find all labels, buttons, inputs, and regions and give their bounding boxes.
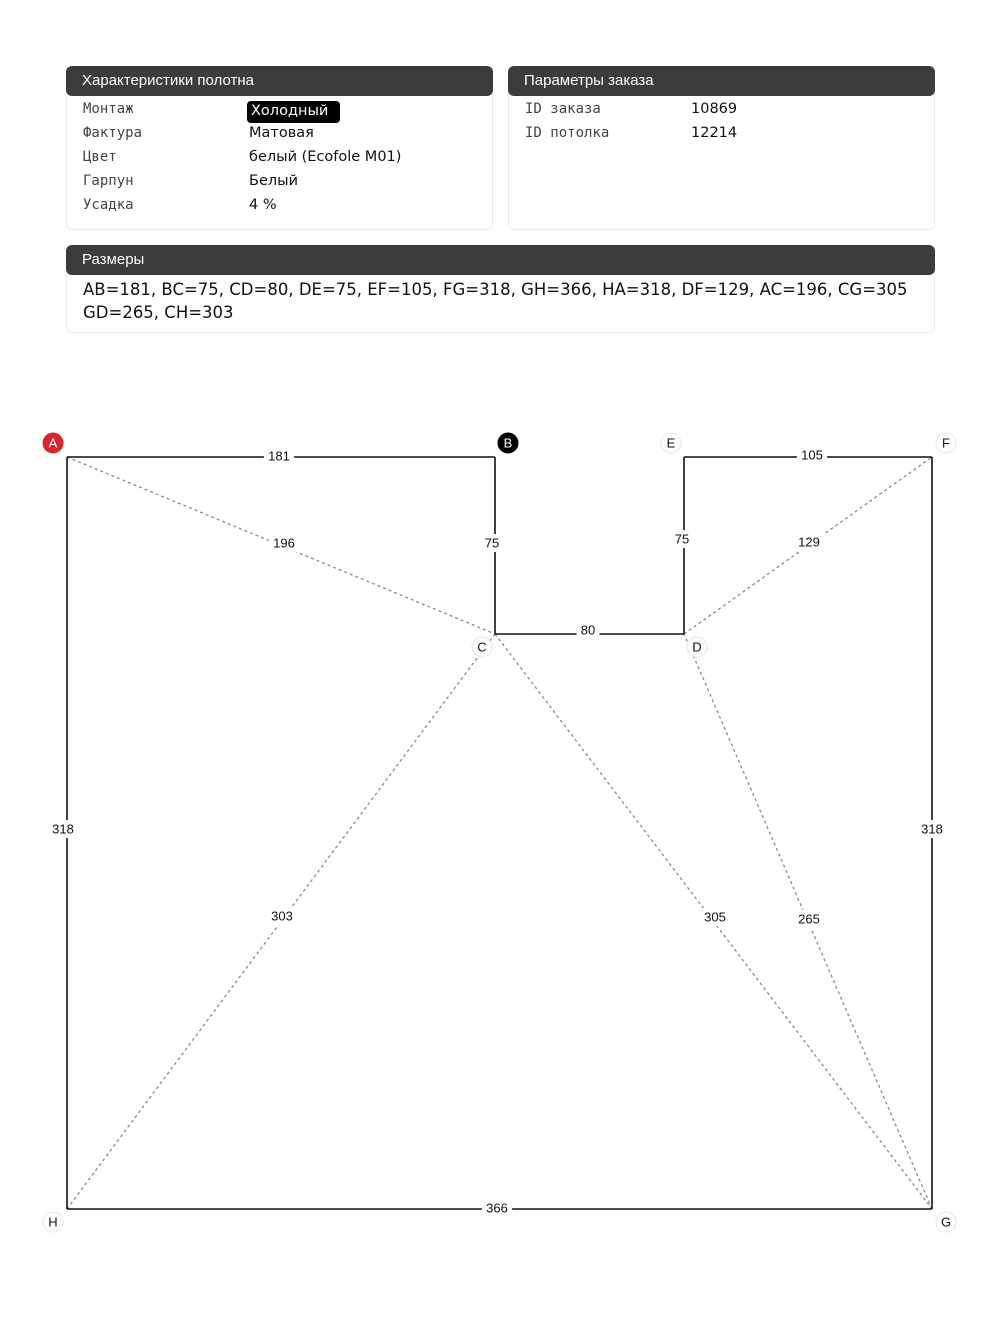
- property-label-texture: Фактура: [83, 125, 143, 141]
- sizes-line-2: GD=265, CH=303: [83, 303, 234, 322]
- dimension-label-fg: 318: [921, 821, 943, 837]
- dimension-label-cg: 305: [704, 909, 726, 925]
- property-label-color: Цвет: [83, 149, 117, 165]
- ceiling-id-value: 12214: [691, 125, 738, 141]
- dimension-label-ef: 105: [801, 447, 823, 463]
- vertex-e: [661, 433, 681, 453]
- ceiling-id-label: ID потолка: [525, 125, 610, 141]
- property-label-mounting: Монтаж: [83, 101, 134, 117]
- sizes-title: Размеры: [66, 245, 935, 275]
- vertex-label-e: E: [666, 435, 676, 451]
- property-value-harpoon: Белый: [249, 173, 299, 189]
- vertex-h: [43, 1212, 63, 1232]
- vertex-c: [472, 637, 492, 657]
- property-value-texture: Матовая: [249, 125, 314, 141]
- vertex-label-c: C: [477, 639, 487, 655]
- vertex-b: [498, 433, 518, 453]
- vertex-d: [687, 637, 707, 657]
- vertex-label-g: G: [940, 1214, 952, 1230]
- property-value-color: белый (Ecofole M01): [249, 149, 402, 165]
- dimension-label-de: 75: [674, 531, 690, 547]
- property-label-harpoon: Гарпун: [83, 173, 134, 189]
- vertex-g: [936, 1212, 956, 1232]
- dimension-label-df: 129: [798, 534, 820, 550]
- order-parameters-title: Параметры заказа: [508, 66, 935, 96]
- order-id-label: ID заказа: [525, 101, 601, 117]
- dimension-label-cd: 80: [580, 622, 596, 638]
- canvas-characteristics-title: Характеристики полотна: [66, 66, 493, 96]
- dimension-label-gh: 366: [486, 1200, 508, 1216]
- mounting-badge: Холодный: [247, 101, 340, 123]
- dimension-label-bc: 75: [484, 535, 500, 551]
- vertex-label-f: F: [942, 435, 950, 451]
- property-label-shrinkage: Усадка: [83, 197, 134, 213]
- dimension-label-ac: 196: [273, 535, 295, 551]
- vertex-a: [43, 433, 63, 453]
- dimension-label-ab: 181: [268, 448, 290, 464]
- order-id-value: 10869: [691, 101, 738, 117]
- dimension-label-gd: 265: [798, 911, 820, 927]
- vertex-label-a: A: [48, 435, 58, 451]
- sizes-line-1: AB=181, BC=75, CD=80, DE=75, EF=105, FG=318, GH=366, HA=318, DF=129, AC=196, CG=305: [83, 280, 908, 299]
- dimension-label-ha: 318: [52, 821, 74, 837]
- vertex-label-b: B: [503, 435, 513, 451]
- vertex-label-h: H: [48, 1214, 58, 1230]
- vertex-label-d: D: [692, 639, 702, 655]
- property-value-shrinkage: 4 %: [249, 197, 277, 213]
- vertex-f: [936, 433, 956, 453]
- dimension-label-ch: 303: [271, 908, 293, 924]
